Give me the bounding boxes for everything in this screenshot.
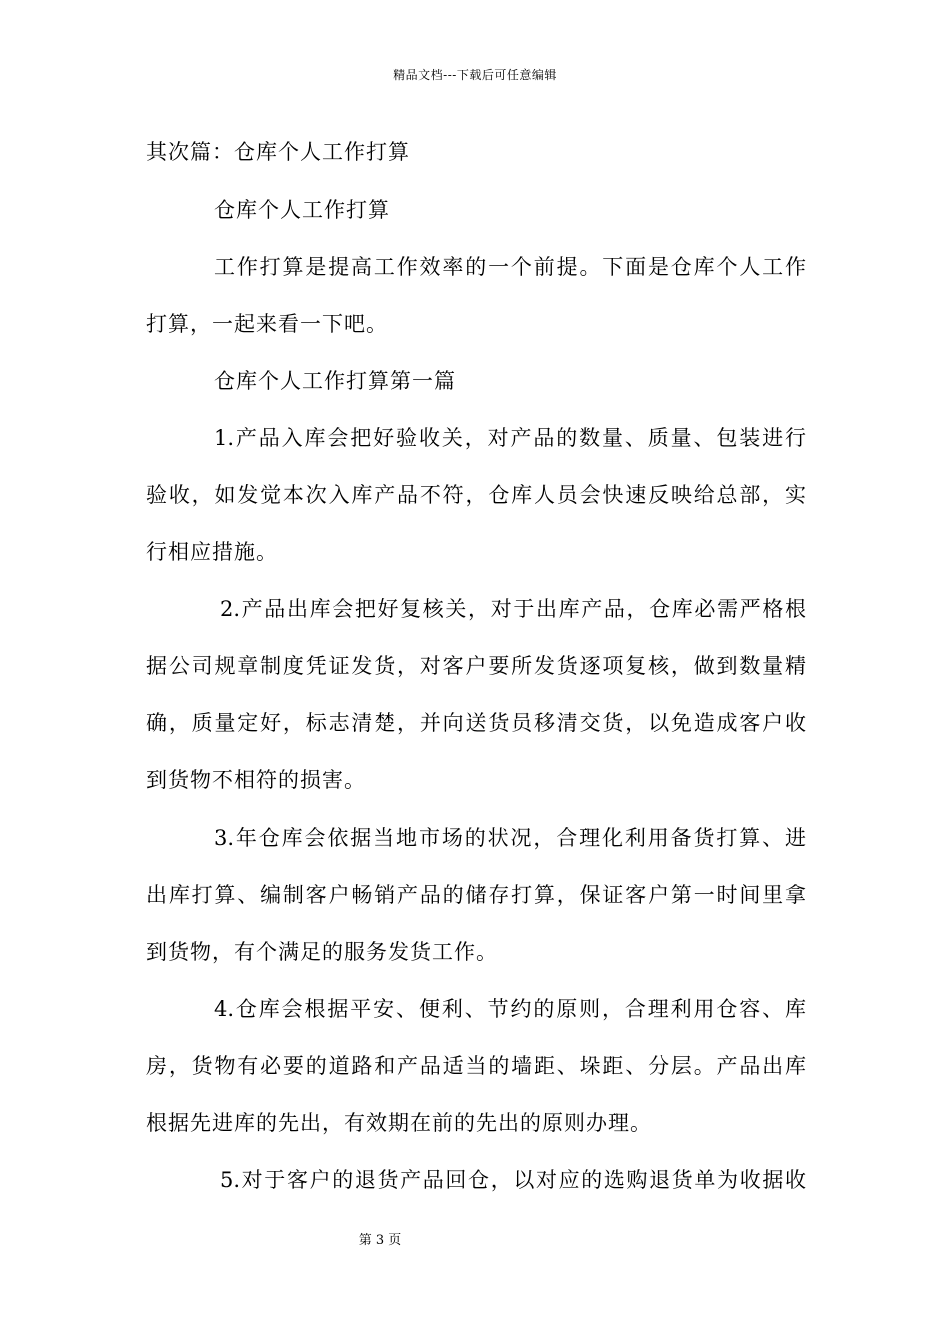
paragraph-line: 行相应措施。 — [146, 540, 278, 564]
paragraph-line: 到货物，有个满足的服务发货工作。 — [146, 940, 498, 964]
paragraph-line: 打算，一起来看一下吧。 — [146, 312, 388, 336]
section-title: 其次篇：仓库个人工作打算 — [146, 140, 410, 164]
subsection-title: 仓库个人工作打算第一篇 — [214, 369, 456, 393]
document-title: 仓库个人工作打算 — [214, 198, 390, 222]
paragraph-line: 出库打算、编制客户畅销产品的储存打算，保证客户第一时间里拿 — [146, 883, 806, 907]
paragraph-line: 确，质量定好，标志清楚，并向送货员移清交货，以免造成客户收 — [146, 711, 806, 735]
paragraph-line: 4.仓库会根据平安、便利、节约的原则，合理利用仓容、库 — [214, 997, 806, 1021]
paragraph-line: 2.产品出库会把好复核关，对于出库产品，仓库必需严格根 — [220, 597, 806, 621]
paragraph-line: 1.产品入库会把好验收关，对产品的数量、质量、包装进行 — [214, 426, 806, 450]
paragraph-line: 3.年仓库会依据当地市场的状况，合理化利用备货打算、进 — [214, 826, 806, 850]
paragraph-line: 到货物不相符的损害。 — [146, 768, 366, 792]
page-number: 第 3 页 — [358, 1233, 402, 1248]
paragraph-line: 房，货物有必要的道路和产品适当的墙距、垛距、分层。产品出库 — [146, 1054, 806, 1078]
page-header: 精品文档---下载后可任意编辑 — [393, 68, 557, 82]
paragraph-line: 工作打算是提高工作效率的一个前提。下面是仓库个人工作 — [214, 255, 806, 279]
paragraph-line: 据公司规章制度凭证发货，对客户要所发货逐项复核，做到数量精 — [146, 654, 806, 678]
paragraph-line: 5.对于客户的退货产品回仓，以对应的选购退货单为收据收 — [220, 1168, 806, 1192]
paragraph-line: 验收，如发觉本次入库产品不符，仓库人员会快速反映给总部，实 — [146, 483, 806, 507]
paragraph-line: 根据先进库的先出，有效期在前的先出的原则办理。 — [146, 1111, 652, 1135]
